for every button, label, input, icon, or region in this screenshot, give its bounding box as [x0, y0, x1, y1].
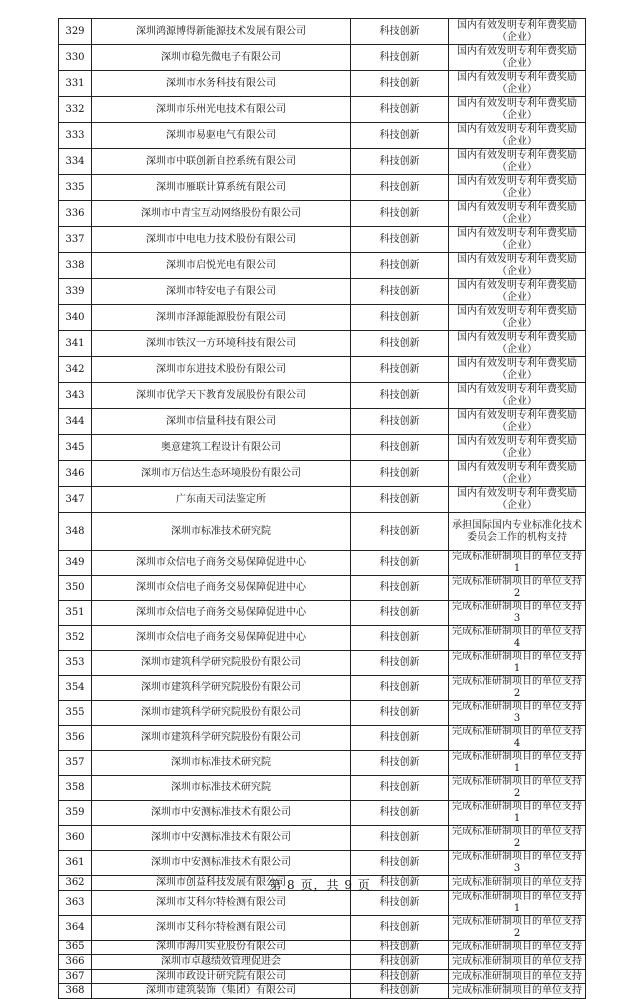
category-cell: 科技创新 — [351, 383, 449, 409]
table-row — [59, 701, 586, 726]
company-name-cell: 深圳市中安测标准技术有限公司 — [92, 851, 351, 876]
table-row — [59, 123, 586, 149]
table-row — [59, 676, 586, 701]
row-number-cell: 353 — [59, 651, 92, 676]
category-cell: 科技创新 — [351, 357, 449, 383]
table-row — [59, 383, 586, 409]
table-row — [59, 726, 586, 751]
award-type-cell: 完成标准研制项目的单位支持2 — [449, 826, 586, 851]
award-type-cell: 国内有效发明专利年费奖励（企业） — [449, 279, 586, 305]
category-cell: 科技创新 — [351, 487, 449, 513]
row-number-cell: 366 — [59, 955, 92, 970]
row-number-cell: 331 — [59, 71, 92, 97]
award-type-cell: 国内有效发明专利年费奖励（企业） — [449, 227, 586, 253]
category-cell: 科技创新 — [351, 876, 449, 891]
company-name-cell: 深圳市众信电子商务交易保障促进中心 — [92, 626, 351, 651]
category-cell: 科技创新 — [351, 461, 449, 487]
category-cell: 科技创新 — [351, 576, 449, 601]
company-name-cell: 深圳市铁汉一方环境科技有限公司 — [92, 331, 351, 357]
row-number-cell: 357 — [59, 751, 92, 776]
award-type-cell: 承担国际国内专业标准化技术委员会工作的机构支持 — [449, 513, 586, 551]
award-type-cell: 完成标准研制项目的单位支持 — [449, 984, 586, 999]
row-number-cell: 358 — [59, 776, 92, 801]
award-type-cell: 国内有效发明专利年费奖励（企业） — [449, 97, 586, 123]
company-name-cell: 深圳市信量科技有限公司 — [92, 409, 351, 435]
row-number-cell: 345 — [59, 435, 92, 461]
award-type-cell: 完成标准研制项目的单位支持2 — [449, 676, 586, 701]
award-type-cell: 国内有效发明专利年费奖励（企业） — [449, 409, 586, 435]
table-row — [59, 851, 586, 876]
table-row — [59, 435, 586, 461]
award-type-cell: 国内有效发明专利年费奖励（企业） — [449, 487, 586, 513]
row-number-cell: 339 — [59, 279, 92, 305]
category-cell: 科技创新 — [351, 305, 449, 331]
award-type-cell: 完成标准研制项目的单位支持2 — [449, 576, 586, 601]
award-type-cell: 国内有效发明专利年费奖励（企业） — [449, 71, 586, 97]
company-name-cell: 深圳市众信电子商务交易保障促进中心 — [92, 601, 351, 626]
category-cell: 科技创新 — [351, 626, 449, 651]
row-number-cell: 355 — [59, 701, 92, 726]
award-type-cell: 完成标准研制项目的单位支持1 — [449, 801, 586, 826]
table-row — [59, 955, 586, 970]
row-number-cell: 340 — [59, 305, 92, 331]
row-number-cell: 337 — [59, 227, 92, 253]
company-name-cell: 深圳市万信达生态环境股份有限公司 — [92, 461, 351, 487]
category-cell: 科技创新 — [351, 409, 449, 435]
company-name-cell: 深圳市标准技术研究院 — [92, 751, 351, 776]
award-list-table — [58, 18, 586, 999]
table-row — [59, 651, 586, 676]
row-number-cell: 361 — [59, 851, 92, 876]
category-cell: 科技创新 — [351, 676, 449, 701]
row-number-cell: 347 — [59, 487, 92, 513]
category-cell: 科技创新 — [351, 513, 449, 551]
company-name-cell: 深圳市海川实业股份有限公司 — [92, 940, 351, 955]
award-type-cell: 国内有效发明专利年费奖励（企业） — [449, 123, 586, 149]
award-type-cell: 国内有效发明专利年费奖励（企业） — [449, 461, 586, 487]
company-name-cell: 深圳市优学天下教育发展股份有限公司 — [92, 383, 351, 409]
company-name-cell: 深圳市水务科技有限公司 — [92, 71, 351, 97]
category-cell: 科技创新 — [351, 601, 449, 626]
award-type-cell: 完成标准研制项目的单位支持3 — [449, 601, 586, 626]
category-cell: 科技创新 — [351, 551, 449, 576]
row-number-cell: 341 — [59, 331, 92, 357]
category-cell: 科技创新 — [351, 175, 449, 201]
table-row — [59, 969, 586, 984]
row-number-cell: 365 — [59, 940, 92, 955]
row-number-cell: 338 — [59, 253, 92, 279]
award-type-cell: 完成标准研制项目的单位支持4 — [449, 626, 586, 651]
table-row — [59, 253, 586, 279]
row-number-cell: 329 — [59, 19, 92, 45]
award-type-cell: 国内有效发明专利年费奖励（企业） — [449, 19, 586, 45]
table-row — [59, 331, 586, 357]
row-number-cell: 336 — [59, 201, 92, 227]
company-name-cell: 深圳市稳先微电子有限公司 — [92, 45, 351, 71]
table-row — [59, 513, 586, 551]
company-name-cell: 深圳市众信电子商务交易保障促进中心 — [92, 551, 351, 576]
category-cell: 科技创新 — [351, 890, 449, 915]
category-cell: 科技创新 — [351, 701, 449, 726]
company-name-cell: 深圳市政设计研究院有限公司 — [92, 969, 351, 984]
table-row — [59, 71, 586, 97]
category-cell: 科技创新 — [351, 435, 449, 461]
row-number-cell: 364 — [59, 915, 92, 940]
award-type-cell: 完成标准研制项目的单位支持2 — [449, 915, 586, 940]
category-cell: 科技创新 — [351, 19, 449, 45]
category-cell: 科技创新 — [351, 149, 449, 175]
award-type-cell: 国内有效发明专利年费奖励（企业） — [449, 383, 586, 409]
company-name-cell: 深圳市建筑科学研究院股份有限公司 — [92, 676, 351, 701]
table-row — [59, 776, 586, 801]
row-number-cell: 343 — [59, 383, 92, 409]
category-cell: 科技创新 — [351, 915, 449, 940]
row-number-cell: 351 — [59, 601, 92, 626]
category-cell: 科技创新 — [351, 123, 449, 149]
company-name-cell: 深圳市特安电子有限公司 — [92, 279, 351, 305]
page-footer: 第 8 页，共 9 页 — [269, 878, 371, 892]
award-type-cell: 完成标准研制项目的单位支持1 — [449, 551, 586, 576]
company-name-cell: 深圳市雁联计算系统有限公司 — [92, 175, 351, 201]
table-row — [59, 826, 586, 851]
company-name-cell: 深圳市中安测标准技术有限公司 — [92, 801, 351, 826]
row-number-cell: 368 — [59, 984, 92, 999]
company-name-cell: 深圳鸿源博得新能源技术发展有限公司 — [92, 19, 351, 45]
company-name-cell: 奥意建筑工程设计有限公司 — [92, 435, 351, 461]
row-number-cell: 352 — [59, 626, 92, 651]
category-cell: 科技创新 — [351, 227, 449, 253]
row-number-cell: 335 — [59, 175, 92, 201]
row-number-cell: 334 — [59, 149, 92, 175]
table-row — [59, 201, 586, 227]
table-row — [59, 801, 586, 826]
award-type-cell: 国内有效发明专利年费奖励（企业） — [449, 305, 586, 331]
table-row — [59, 487, 586, 513]
company-name-cell: 深圳市创益科技发展有限公司 — [92, 876, 351, 891]
award-type-cell: 完成标准研制项目的单位支持 — [449, 940, 586, 955]
company-name-cell: 深圳市标准技术研究院 — [92, 513, 351, 551]
award-type-cell: 国内有效发明专利年费奖励（企业） — [449, 201, 586, 227]
row-number-cell: 359 — [59, 801, 92, 826]
row-number-cell: 346 — [59, 461, 92, 487]
table-row — [59, 149, 586, 175]
row-number-cell: 344 — [59, 409, 92, 435]
row-number-cell: 356 — [59, 726, 92, 751]
company-name-cell: 深圳市乐州光电技术有限公司 — [92, 97, 351, 123]
row-number-cell: 360 — [59, 826, 92, 851]
category-cell: 科技创新 — [351, 984, 449, 999]
row-number-cell: 332 — [59, 97, 92, 123]
table-row — [59, 357, 586, 383]
company-name-cell: 深圳市艾科尔特检测有限公司 — [92, 890, 351, 915]
company-name-cell: 深圳市易驱电气有限公司 — [92, 123, 351, 149]
award-type-cell: 完成标准研制项目的单位支持 — [449, 876, 586, 891]
table-row — [59, 576, 586, 601]
table-row — [59, 227, 586, 253]
category-cell: 科技创新 — [351, 279, 449, 305]
award-type-cell: 完成标准研制项目的单位支持1 — [449, 651, 586, 676]
company-name-cell: 深圳市中联创新自控系统有限公司 — [92, 149, 351, 175]
category-cell: 科技创新 — [351, 751, 449, 776]
award-type-cell: 国内有效发明专利年费奖励（企业） — [449, 45, 586, 71]
company-name-cell: 深圳市中安测标准技术有限公司 — [92, 826, 351, 851]
category-cell: 科技创新 — [351, 776, 449, 801]
category-cell: 科技创新 — [351, 71, 449, 97]
row-number-cell: 333 — [59, 123, 92, 149]
award-type-cell: 国内有效发明专利年费奖励（企业） — [449, 357, 586, 383]
company-name-cell: 深圳市泽源能源股份有限公司 — [92, 305, 351, 331]
award-type-cell: 国内有效发明专利年费奖励（企业） — [449, 435, 586, 461]
award-type-cell: 完成标准研制项目的单位支持1 — [449, 751, 586, 776]
company-name-cell: 深圳市中青宝互动网络股份有限公司 — [92, 201, 351, 227]
row-number-cell: 330 — [59, 45, 92, 71]
row-number-cell: 349 — [59, 551, 92, 576]
table-row — [59, 626, 586, 651]
award-type-cell: 完成标准研制项目的单位支持2 — [449, 776, 586, 801]
company-name-cell: 深圳市建筑科学研究院股份有限公司 — [92, 701, 351, 726]
category-cell: 科技创新 — [351, 851, 449, 876]
company-name-cell: 深圳市启悦光电有限公司 — [92, 253, 351, 279]
table-row — [59, 984, 586, 999]
category-cell: 科技创新 — [351, 97, 449, 123]
award-type-cell: 完成标准研制项目的单位支持4 — [449, 726, 586, 751]
company-name-cell: 深圳市东进技术股份有限公司 — [92, 357, 351, 383]
table-body — [59, 19, 586, 999]
company-name-cell: 深圳市标准技术研究院 — [92, 776, 351, 801]
category-cell: 科技创新 — [351, 651, 449, 676]
category-cell: 科技创新 — [351, 201, 449, 227]
award-type-cell: 国内有效发明专利年费奖励（企业） — [449, 149, 586, 175]
table-row — [59, 915, 586, 940]
row-number-cell: 348 — [59, 513, 92, 551]
category-cell: 科技创新 — [351, 940, 449, 955]
category-cell: 科技创新 — [351, 253, 449, 279]
award-type-cell: 国内有效发明专利年费奖励（企业） — [449, 175, 586, 201]
company-name-cell: 广东南天司法鉴定所 — [92, 487, 351, 513]
table-row — [59, 19, 586, 45]
table-row — [59, 751, 586, 776]
table-row — [59, 97, 586, 123]
award-type-cell: 完成标准研制项目的单位支持3 — [449, 701, 586, 726]
category-cell: 科技创新 — [351, 826, 449, 851]
award-type-cell: 完成标准研制项目的单位支持 — [449, 955, 586, 970]
row-number-cell: 363 — [59, 890, 92, 915]
company-name-cell: 深圳市建筑科学研究院股份有限公司 — [92, 726, 351, 751]
category-cell: 科技创新 — [351, 726, 449, 751]
category-cell: 科技创新 — [351, 801, 449, 826]
table-row — [59, 940, 586, 955]
table-row — [59, 279, 586, 305]
table-row — [59, 45, 586, 71]
company-name-cell: 深圳市卓越绩效管理促进会 — [92, 955, 351, 970]
company-name-cell: 深圳市中电电力技术股份有限公司 — [92, 227, 351, 253]
award-type-cell: 国内有效发明专利年费奖励（企业） — [449, 331, 586, 357]
row-number-cell: 342 — [59, 357, 92, 383]
row-number-cell: 350 — [59, 576, 92, 601]
company-name-cell: 深圳市建筑装饰（集团）有限公司 — [92, 984, 351, 999]
category-cell: 科技创新 — [351, 969, 449, 984]
table-row — [59, 409, 586, 435]
table-row — [59, 175, 586, 201]
company-name-cell: 深圳市众信电子商务交易保障促进中心 — [92, 576, 351, 601]
award-type-cell: 完成标准研制项目的单位支持1 — [449, 890, 586, 915]
category-cell: 科技创新 — [351, 955, 449, 970]
company-name-cell: 深圳市艾科尔特检测有限公司 — [92, 915, 351, 940]
award-type-cell: 国内有效发明专利年费奖励（企业） — [449, 253, 586, 279]
category-cell: 科技创新 — [351, 331, 449, 357]
table-row — [59, 601, 586, 626]
row-number-cell: 354 — [59, 676, 92, 701]
award-type-cell: 完成标准研制项目的单位支持 — [449, 969, 586, 984]
table-row — [59, 551, 586, 576]
row-number-cell: 362 — [59, 876, 92, 891]
category-cell: 科技创新 — [351, 45, 449, 71]
table-row — [59, 305, 586, 331]
row-number-cell: 367 — [59, 969, 92, 984]
table-row — [59, 461, 586, 487]
company-name-cell: 深圳市建筑科学研究院股份有限公司 — [92, 651, 351, 676]
table-row — [59, 890, 586, 915]
award-type-cell: 完成标准研制项目的单位支持3 — [449, 851, 586, 876]
